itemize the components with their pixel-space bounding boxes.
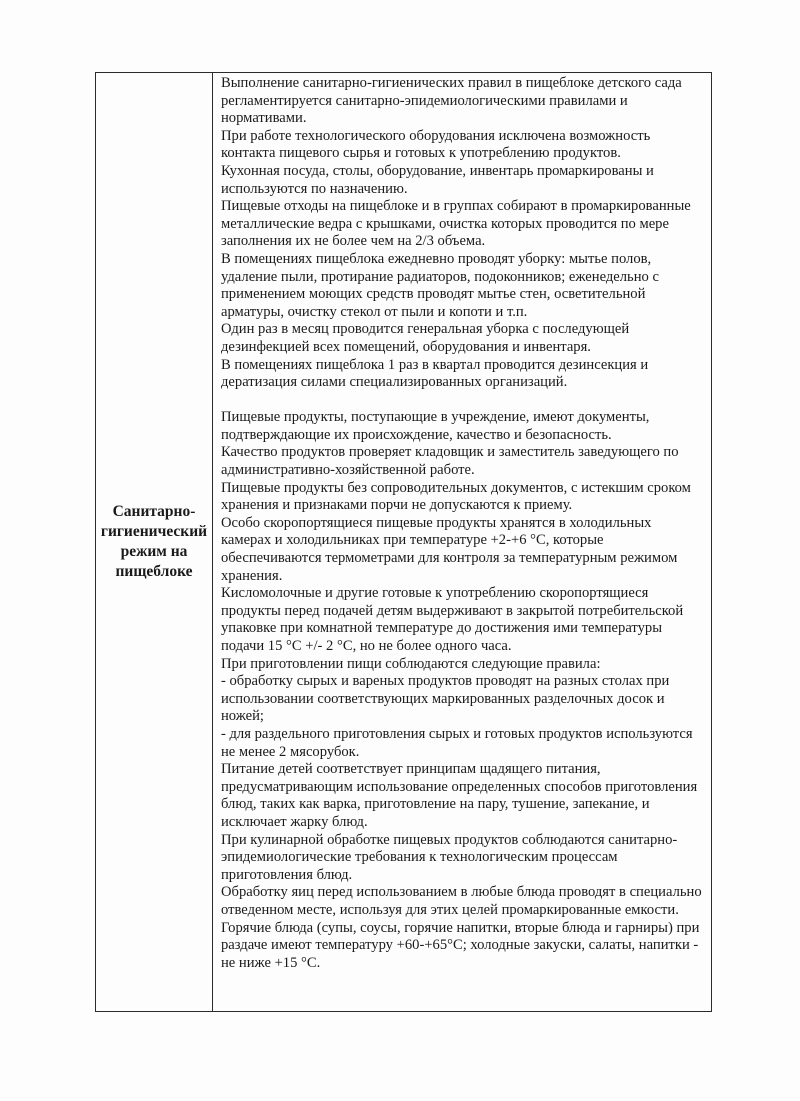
section-title: Санитарно-гигиенический режим на пищеблоке	[100, 503, 208, 580]
paragraph: Пищевые продукты, поступающие в учреждение, имеют документы, подтверждающие их происхождение, качество и безопасность.	[221, 409, 650, 443]
section-content-cell	[213, 73, 712, 1012]
paragraph: - обработку сырых и вареных продуктов проводят на разных столах при использовании соответствующих маркированных разделочных досок и ножей;	[221, 673, 670, 725]
section-label-cell	[96, 73, 213, 1012]
paragraph: В помещениях пищеблока ежедневно проводят уборку: мытье полов, удаление пыли, протирание радиаторов, подоконников; еженедельно с применением моющих средств проводят мытье стен, осветительной арматуры, очистку стекол от пыли и копоти и т.п.	[221, 250, 659, 320]
paragraph: Кисломолочные и другие готовые к употреблению скоропортящиеся продукты перед подачей детям выдерживают в закрытой потребительской упаковке при комнатной температуре до достижения ими температуры подачи 15 °С +/- 2 °С, но не более одного часа.	[221, 585, 684, 654]
paragraph: При кулинарной обработке пищевых продуктов соблюдаются санитарно-эпидемиологические требования к технологическим процессам приготовления блюд.	[221, 831, 678, 883]
section-content	[213, 73, 711, 972]
document-table	[95, 72, 712, 1012]
paragraph: Особо скоропортящиеся пищевые продукты хранятся в холодильных камерах и холодильниках при температуре +2-+6 °С, которые обеспечиваются термометрами для контроля за температурным режимом хранения.	[221, 514, 678, 584]
paragraph: Горячие блюда (супы, соусы, горячие напитки, вторые блюда и гарниры) при раздаче имеют температуру +60-+65°С; холодные закуски, салаты, напитки - не ниже +15 °С.	[221, 919, 700, 971]
paragraph: Питание детей соответствует принципам щадящего питания, предусматривающим использование определенных способов приготовления блюд, таких как варка, приготовление на пару, тушение, запекание, и исключает жарку блюд.	[221, 761, 698, 830]
paragraph: Выполнение санитарно-гигиенических правил в пищеблоке детского сада регламентируется санитарно-эпидемиологическими правилами и нормативами.	[221, 75, 682, 127]
paragraph: Качество продуктов проверяет кладовщик и заместитель заведующего по административно-хозяйственной работе.	[221, 444, 679, 479]
paragraph: При приготовлении пищи соблюдаются следующие правила:	[221, 655, 601, 672]
table-row	[96, 73, 712, 1012]
paragraph: - для раздельного приготовления сырых и готовых продуктов используются не менее 2 мясорубок.	[221, 725, 693, 760]
paragraph: Кухонная посуда, столы, оборудование, инвентарь промаркированы и используются по назначению.	[221, 162, 654, 197]
paragraph: При работе технологического оборудования исключена возможность контакта пищевого сырья и готовых к употреблению продуктов.	[221, 127, 651, 162]
paragraph-spacer	[221, 392, 705, 410]
paragraph: Один раз в месяц проводится генеральная уборка с последующей дезинфекцией всех помещений, оборудования и инвентаря.	[221, 321, 630, 355]
paragraph: Обработку яиц перед использованием в любые блюда проводят в специально отведенном месте, используя для этих целей промаркированные емкости.	[221, 884, 702, 918]
paragraph: В помещениях пищеблока 1 раз в квартал проводится дезинсекция и дератизация силами специализированных организаций.	[221, 356, 649, 391]
paragraph: Пищевые продукты без сопроводительных документов, с истекшим сроком хранения и признаками порчи не допускаются к приему.	[221, 479, 691, 514]
paragraph: Пищевые отходы на пищеблоке и в группах собирают в промаркированные металлические ведра с крышками, очистка которых проводится по мере заполнения их не более чем на 2/3 объема.	[221, 198, 691, 250]
